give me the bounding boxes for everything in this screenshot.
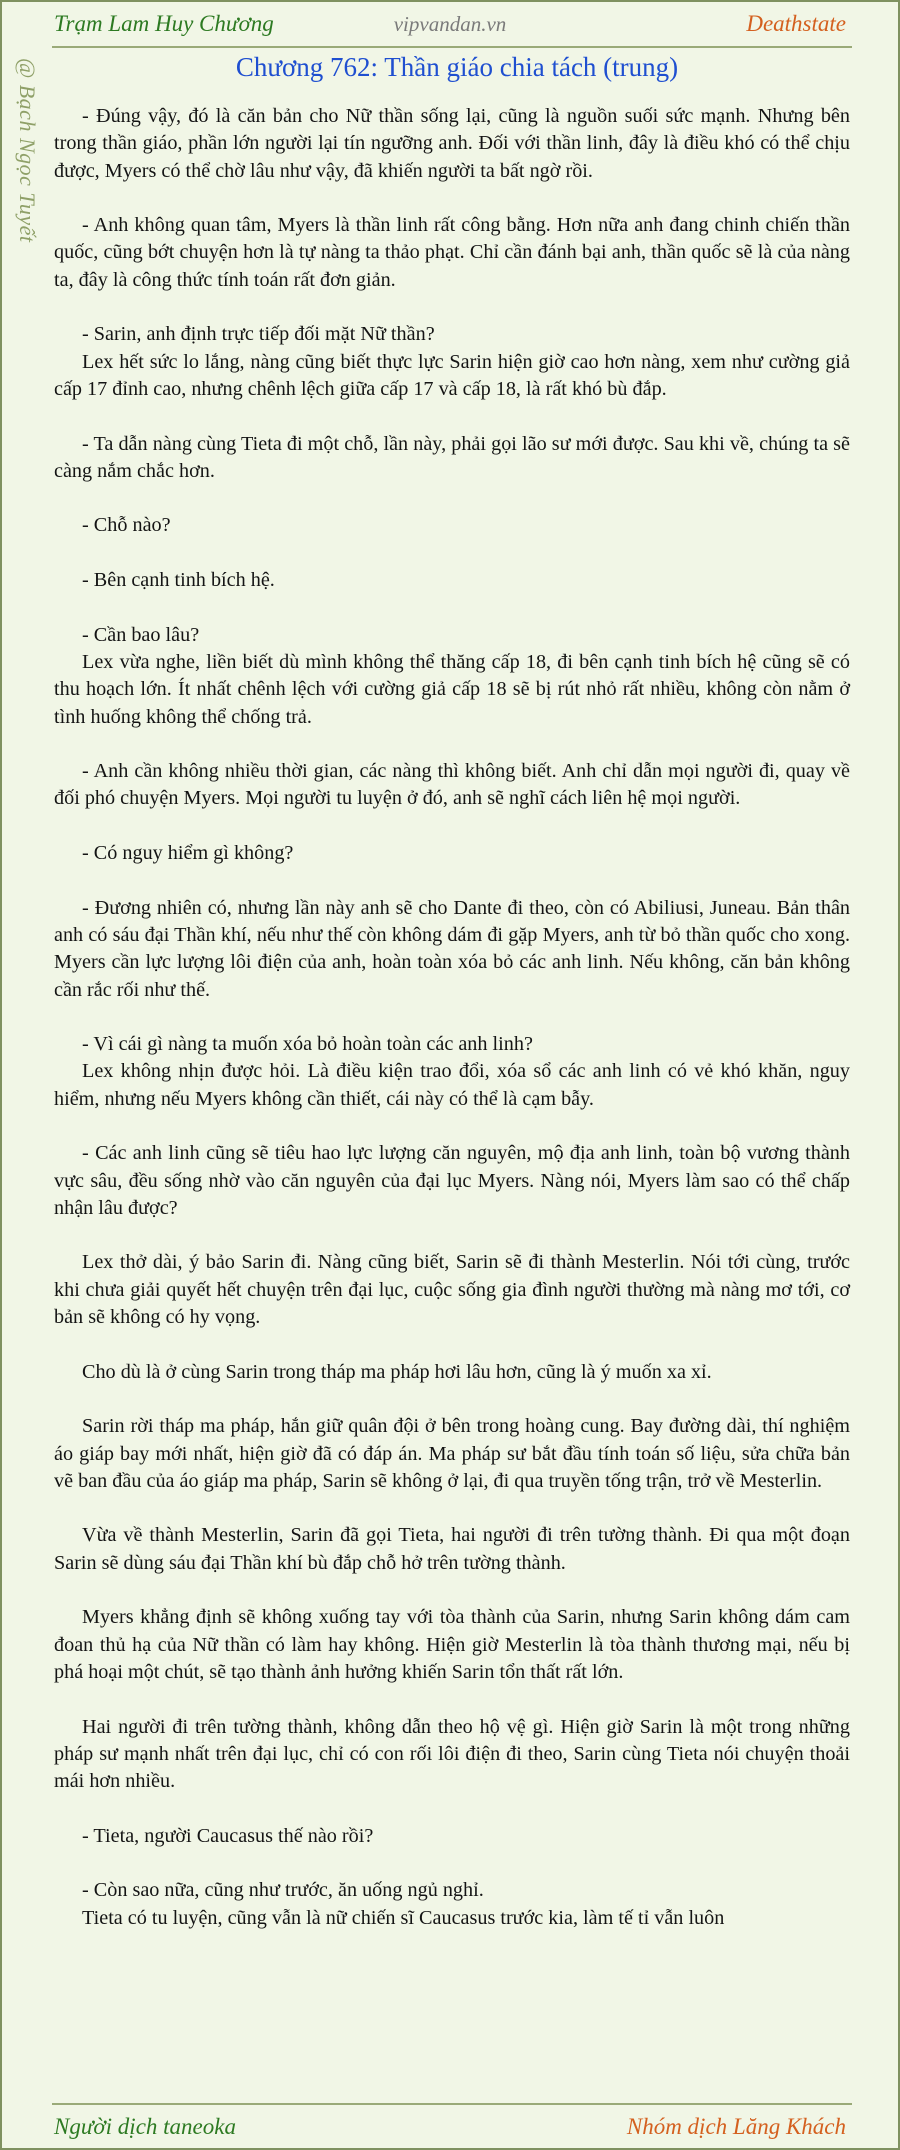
header-website: vipvandan.vn [393, 12, 507, 36]
paragraph: Cho dù là ở cùng Sarin trong tháp ma pháp hơi lâu hơn, cũng là ý muốn xa xỉ. [82, 1360, 712, 1383]
side-credit: @ Bạch Ngọc Tuyết [15, 58, 40, 243]
paragraph: - Đương nhiên có, nhưng lần này anh sẽ cho Dante đi theo, còn có Abiliusi, Juneau. Bản thân anh có sáu đại Thần khí, nếu như thế còn không dám đi gặp Myers, anh từ bỏ thần quốc cho xong. Myers cần lực lượng lôi điện của anh, hoàn toàn xóa bỏ các anh linh. Nếu không, căn bản không cần rắc rối như thế. [54, 896, 850, 1001]
paragraph: Hai người đi trên tường thành, không dẫn theo hộ vệ gì. Hiện giờ Sarin là một trong những pháp sư mạnh nhất trên đại lục, chỉ có con rối lôi điện đi theo, Sarin cùng Tieta nói chuyện thoải mái hơn nhiều. [54, 1715, 850, 1793]
paragraph: Vừa về thành Mesterlin, Sarin đã gọi Tieta, hai người đi trên tường thành. Đi qua một đoạn Sarin sẽ dùng sáu đại Thần khí bù đắp chỗ hở trên tường thành. [54, 1524, 850, 1574]
paragraph: - Các anh linh cũng sẽ tiêu hao lực lượng căn nguyên, mộ địa anh linh, toàn bộ vương thành vực sâu, đều sống nhờ vào căn nguyên của đại lục Myers. Nàng nói, Myers làm sao có thể chấp nhận lâu được? [54, 1142, 850, 1219]
paragraph: - Vì cái gì nàng ta muốn xóa bỏ hoàn toàn các anh linh? [82, 1033, 533, 1056]
paragraph: - Sarin, anh định trực tiếp đối mặt Nữ thần? [82, 323, 435, 346]
paragraph: - Có nguy hiểm gì không? [82, 842, 294, 865]
chapter-body [54, 103, 850, 1932]
paragraph: Tieta có tu luyện, cũng vẫn là nữ chiến sĩ Caucasus trước kia, làm tế tỉ vẫn luôn [82, 1906, 725, 1929]
header-site-name: Trạm Lam Huy Chương [54, 11, 274, 36]
paragraph: - Chỗ nào? [82, 514, 171, 537]
header-divider [52, 46, 852, 48]
page-header [2, 2, 898, 48]
paragraph: Sarin rời tháp ma pháp, hắn giữ quân đội ở bên trong hoàng cung. Bay đường dài, thí nghiệm áo giáp bay mới nhất, hiện giờ đã có đáp án. Ma pháp sư bắt đầu tính toán số liệu, sửa chữa bản vẽ ban đầu của áo giáp ma pháp, Sarin sẽ không ở lại, đi qua truyền tống trận, trở về Mesterlin. [54, 1415, 850, 1492]
paragraph: Lex không nhịn được hỏi. Là điều kiện trao đổi, xóa sổ các anh linh có vẻ khó khăn, nguy hiểm, nhưng nếu Myers không cần thiết, cái này có thể là cạm bẫy. [54, 1060, 850, 1110]
header-book-title: Deathstate [746, 11, 846, 36]
paragraph: - Đúng vậy, đó là căn bản cho Nữ thần sống lại, cũng là nguồn suối sức mạnh. Nhưng bên trong thần giáo, phần lớn người lại tín ngưỡng anh. Đối với thần linh, đây là điều khó có thể chịu được, Myers có thể chờ lâu như vậy, đã khiến người ta bất ngờ rồi. [54, 105, 850, 182]
paragraph: - Anh cần không nhiều thời gian, các nàng thì không biết. Anh chỉ dẫn mọi người đi, quay về đối phó chuyện Myers. Mọi người tu luyện ở đó, anh sẽ nghĩ cách liên hệ mọi người. [54, 760, 850, 810]
paragraph: - Còn sao nữa, cũng như trước, ăn uống ngủ nghỉ. [82, 1879, 484, 1902]
paragraph: - Ta dẫn nàng cùng Tieta đi một chỗ, lần này, phải gọi lão sư mới được. Sau khi về, chúng ta sẽ càng nắm chắc hơn. [54, 432, 850, 482]
footer-group: Nhóm dịch Lăng Khách [626, 2114, 846, 2139]
paragraph: Lex thở dài, ý bảo Sarin đi. Nàng cũng biết, Sarin sẽ đi thành Mesterlin. Nói tới cùng, trước khi chưa giải quyết hết chuyện trên đại lục, cuộc sống gia đình người thường mà nàng mơ tới, cơ bản sẽ không có hy vọng. [54, 1251, 850, 1329]
paragraph: Lex hết sức lo lắng, nàng cũng biết thực lực Sarin hiện giờ cao hơn nàng, xem như cường giả cấp 17 đỉnh cao, nhưng chênh lệch giữa cấp 17 và cấp 18, là rất khó bù đắp. [54, 350, 850, 400]
paragraph: Lex vừa nghe, liền biết dù mình không thể thăng cấp 18, đi bên cạnh tinh bích hệ cũng sẽ có thu hoạch lớn. Ít nhất chênh lệch với cường giả cấp 18 sẽ bị rút nhỏ rất nhiều, không còn nằm ở tình huống không thể chống trả. [54, 650, 850, 728]
paragraph: - Cần bao lâu? [82, 623, 200, 646]
page-footer [2, 2106, 898, 2150]
paragraph: - Anh không quan tâm, Myers là thần linh rất công bằng. Hơn nữa anh đang chinh chiến thần quốc, cũng bớt chuyện hơn là tự nàng ta thảo phạt. Chỉ cần đánh bại anh, thần quốc sẽ là của nàng ta, đây là công thức tính toán rất đơn giản. [54, 214, 850, 291]
chapter-title: Chương 762: Thần giáo chia tách (trung) [235, 52, 679, 82]
footer-divider [52, 2103, 852, 2105]
paragraph: - Tieta, người Caucasus thế nào rồi? [82, 1824, 374, 1847]
paragraph: - Bên cạnh tinh bích hệ. [82, 569, 275, 592]
paragraph: Myers khẳng định sẽ không xuống tay với tòa thành của Sarin, nhưng Sarin không dám cam đoan thủ hạ của Nữ thần có làm hay không. Hiện giờ Mesterlin là tòa thành thương mại, nếu bị phá hoại một chút, sẽ tạo thành ảnh hưởng khiến Sarin tổn thất rất lớn. [54, 1606, 850, 1683]
footer-translator: Người dịch taneoka [54, 2114, 236, 2139]
